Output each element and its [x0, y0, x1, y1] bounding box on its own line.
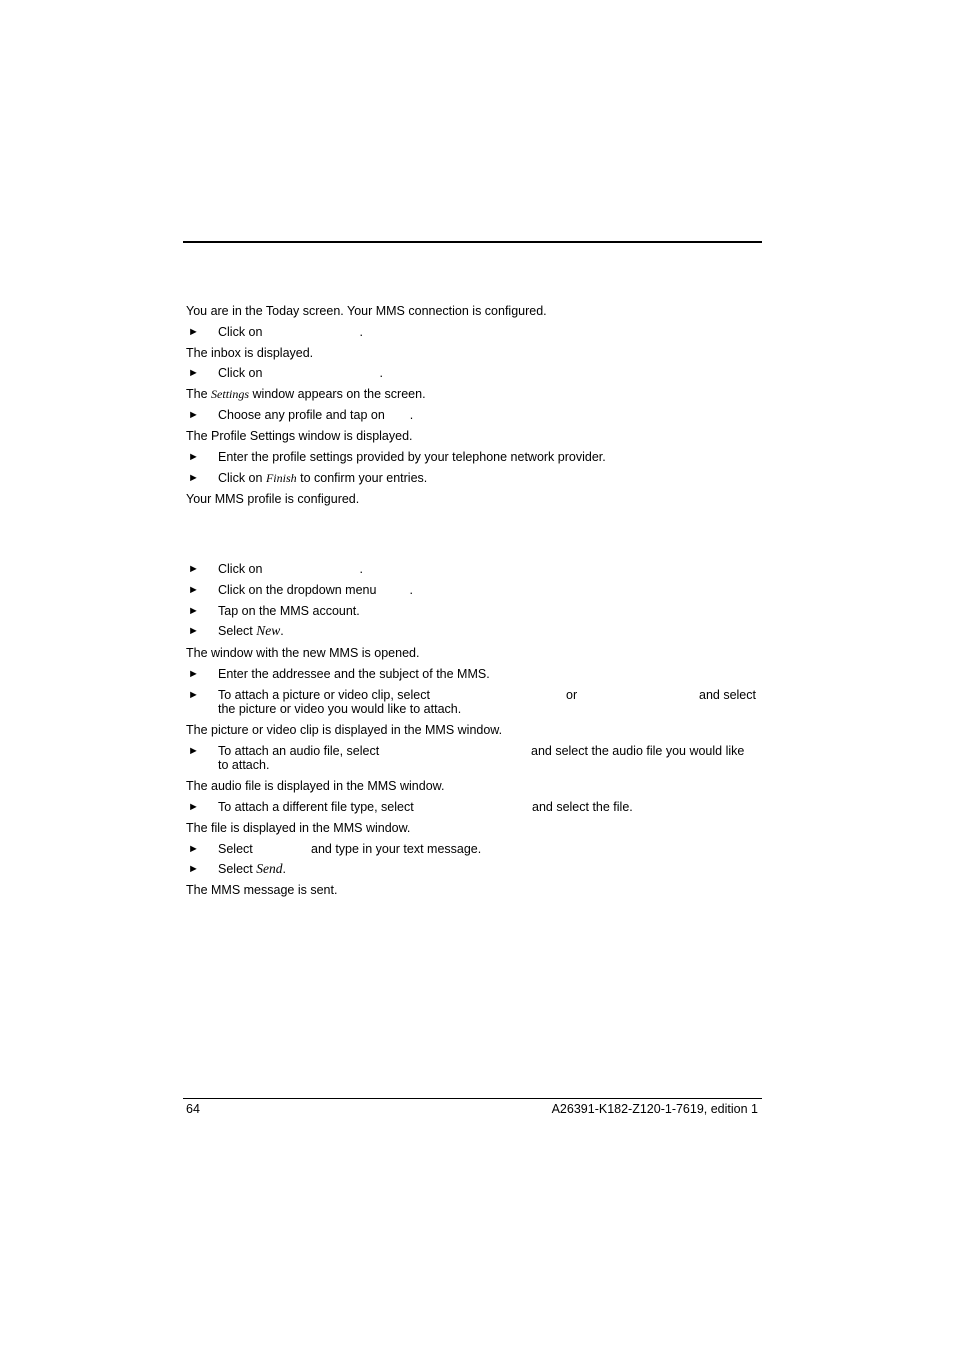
inbox-displayed-text: The inbox is displayed.	[186, 346, 314, 360]
mms-sent-text: The MMS message is sent.	[186, 883, 338, 897]
bullet-icon: ►	[188, 563, 199, 575]
bullet-icon: ►	[188, 625, 199, 637]
bullet-icon: ►	[188, 689, 199, 701]
step-text: To attach an audio file, select	[218, 744, 380, 758]
send-term: Send	[256, 861, 283, 876]
step-text: To attach a picture or video clip, select	[218, 688, 430, 702]
intro-text: You are in the Today screen. Your MMS connection is configured.	[186, 304, 547, 318]
new-term: New	[256, 623, 281, 638]
step-text: Select	[218, 624, 253, 638]
bullet-icon: ►	[188, 584, 199, 596]
audio-displayed-text: The audio file is displayed in the MMS window.	[186, 779, 445, 793]
new-mms-opened-text: The window with the new MMS is opened.	[186, 646, 420, 660]
bullet-icon: ►	[188, 472, 199, 484]
step-text: Click on the dropdown menu	[218, 583, 377, 597]
settings-term: Settings	[211, 387, 250, 401]
step-text: Click on	[218, 325, 263, 339]
bullet-icon: ►	[188, 745, 199, 757]
page-number: 64	[186, 1102, 200, 1116]
header-rule	[183, 241, 762, 243]
bullet-icon: ►	[188, 367, 199, 379]
step-text: To attach a different file type, select	[218, 800, 414, 814]
bullet-icon: ►	[188, 326, 199, 338]
settings-window-text: The Settings window appears on the screen.	[186, 387, 426, 401]
bullet-icon: ►	[188, 605, 199, 617]
footer-rule	[183, 1098, 762, 1099]
step-text: Select	[218, 862, 253, 876]
bullet-icon: ►	[188, 451, 199, 463]
step-text: Tap on the MMS account.	[218, 604, 360, 618]
step-text: Enter the addressee and the subject of the MMS.	[218, 667, 490, 681]
bullet-icon: ►	[188, 668, 199, 680]
bullet-icon: ►	[188, 409, 199, 421]
bullet-icon: ►	[188, 863, 199, 875]
finish-term: Finish	[265, 471, 297, 485]
picture-displayed-text: The picture or video clip is displayed in the MMS window.	[186, 723, 503, 737]
step-text: Select	[218, 842, 253, 856]
step-text: Click on	[218, 471, 263, 485]
bullet-icon: ►	[188, 801, 199, 813]
document-id: A26391-K182-Z120-1-7619, edition 1	[551, 1102, 758, 1116]
step-text: Choose any profile and tap on	[218, 408, 385, 422]
profile-settings-text: The Profile Settings window is displayed.	[186, 429, 413, 443]
file-displayed-text: The file is displayed in the MMS window.	[186, 821, 411, 835]
profile-configured-text: Your MMS profile is configured.	[186, 492, 360, 506]
step-text: Click on	[218, 366, 263, 380]
step-text: Click on	[218, 562, 263, 576]
bullet-icon: ►	[188, 843, 199, 855]
step-text: Enter the profile settings provided by your telephone network provider.	[218, 450, 606, 464]
